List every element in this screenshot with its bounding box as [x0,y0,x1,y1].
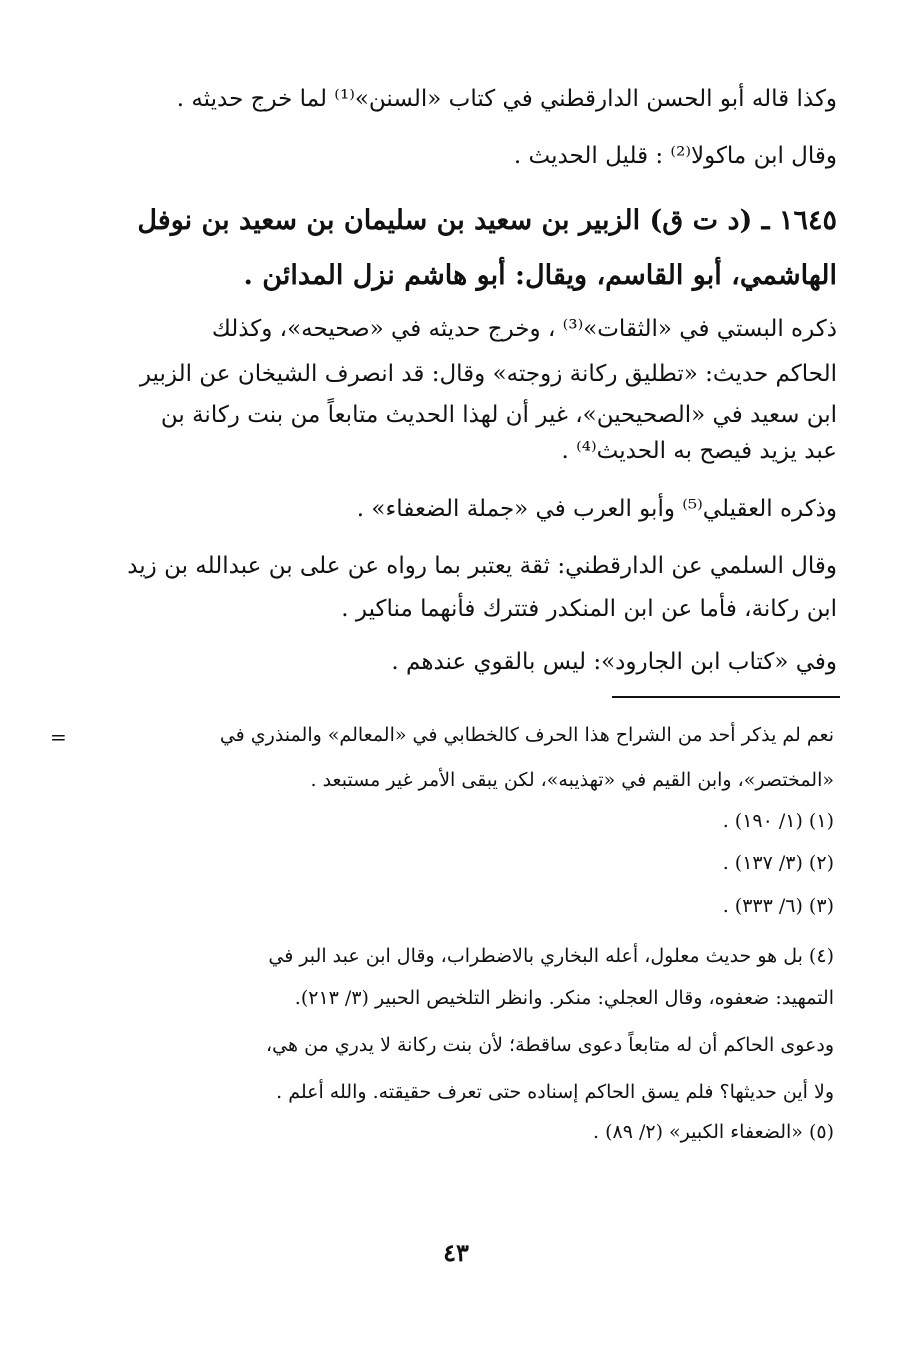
footnote-line: ولا أين حديثها؟ فلم يسق الحاكم إسناده حتى تعرف حقيقته. والله أعلم . [276,1081,834,1103]
footnote-3: (٣) (٦/ ٣٣٣) . [722,895,834,917]
body-line: ابن سعيد في «الصحيحين»، غير أن لهذا الحديث متابعاً من بنت ركانة بن [160,402,837,428]
body-line: وقال السلمي عن الدارقطني: ثقة يعتبر بما رواه عن على بن عبدالله بن زيد [127,553,837,579]
body-line: ابن ركانة، فأما عن ابن المنكدر فتترك فأنهما مناكير . [341,596,837,622]
footnote-4: (٤) بل هو حديث معلول، أعله البخاري بالاضطراب، وقال ابن عبد البر في [268,945,834,967]
entry-heading-line: ١٦٤٥ ـ (د ت ق) الزبير بن سعيد بن سليمان بن سعيد بن نوفل [137,205,837,236]
body-line: عبد يزيد فيصح به الحديث⁽⁴⁾ . [561,438,837,464]
body-line: ذكره البستي في «الثقات»⁽³⁾ ، وخرج حديثه في «صحيحه»، وكذلك [211,316,837,342]
footnote-line: التمهيد: ضعفوه، وقال العجلي: منكر. وانظر التلخيص الحبير (٣/ ٢١٣). [294,987,834,1009]
body-line: وقال ابن ماكولا⁽²⁾ : قليل الحديث . [513,143,837,169]
footnote-divider [612,696,840,698]
body-line: الحاكم حديث: «تطليق ركانة زوجته» وقال: قد انصرف الشيخان عن الزبير [139,361,837,387]
footnote-1: (١) (١/ ١٩٠) . [722,810,834,832]
footnote-5: (٥) «الضعفاء الكبير» (٢/ ٨٩) . [593,1121,834,1143]
footnote-continuation-mark: = [50,725,67,749]
page-number: ٤٣ [443,1238,469,1267]
footnote-2: (٢) (٣/ ١٣٧) . [722,852,834,874]
footnote-line: نعم لم يذكر أحد من الشراح هذا الحرف كالخطابي في «المعالم» والمنذري في [219,724,834,746]
body-line: وكذا قاله أبو الحسن الدارقطني في كتاب «السنن»⁽¹⁾ لما خرج حديثه . [176,86,837,112]
body-line: وفي «كتاب ابن الجارود»: ليس بالقوي عندهم . [391,649,837,675]
footnote-line: «المختصر»، وابن القيم في «تهذيبه»، لكن يبقى الأمر غير مستبعد . [310,769,834,791]
body-line: وذكره العقيلي⁽⁵⁾ وأبو العرب في «جملة الضعفاء» . [356,496,837,522]
entry-heading-line: الهاشمي، أبو القاسم، ويقال: أبو هاشم نزل المدائن . [243,260,837,291]
footnote-line: ودعوى الحاكم أن له متابعاً دعوى ساقطة؛ لأن بنت ركانة لا يدري من هي، [266,1034,834,1056]
